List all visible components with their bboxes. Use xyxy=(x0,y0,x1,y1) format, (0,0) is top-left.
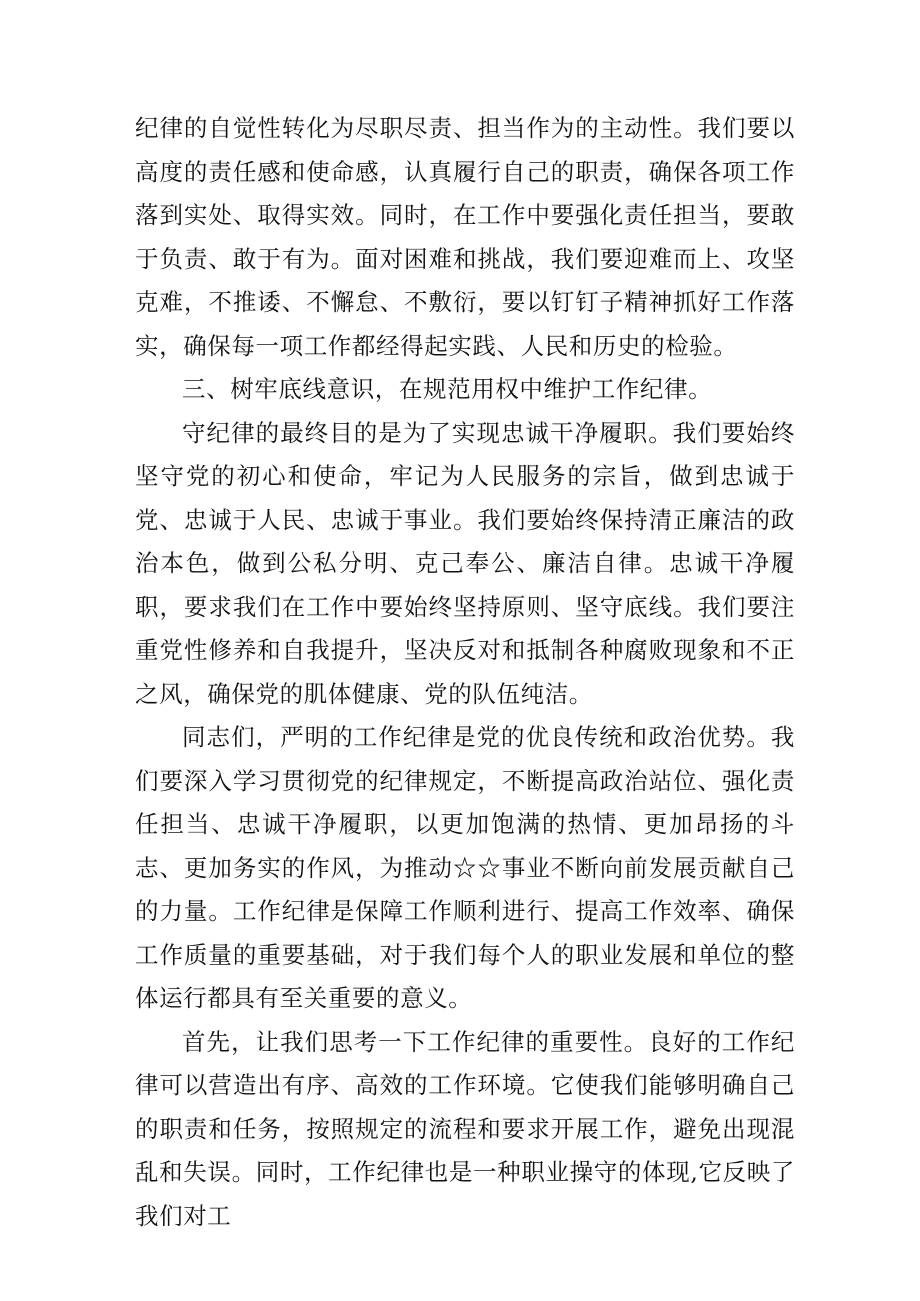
paragraph-first: 首先，让我们思考一下工作纪律的重要性。良好的工作纪律可以营造出有序、高效的工作环境。它使我们能够明确自己的职责和任务，按照规定的流程和要求开展工作，避免出现混乱和失误。同时，工作纪律也是一种职业操守的体现,它反映了我们对工 xyxy=(135,1027,795,1230)
section-heading-3: 三、树牢底线意识，在规范用权中维护工作纪律。 xyxy=(182,375,713,403)
paragraph-comrades: 同志们，严明的工作纪律是党的优良传统和政治优势。我们要深入学习贯彻党的纪律规定，不断提高政治站位、强化责任担当、忠诚干净履职，以更加饱满的热情、更加昂扬的斗志、更加务实的作风，为推动☆☆事业不断向前发展贡献自己的力量。工作纪律是保障工作顺利进行、提高工作效率、确保工作质量的重要基础，对于我们每个人的职业发展和单位的整体运行都具有至关重要的意义。 xyxy=(135,723,795,1012)
paragraph-continued: 纪律的自觉性转化为尽职尽责、担当作为的主动性。我们要以高度的责任感和使命感，认真履行自己的职责，确保各项工作落到实处、取得实效。同时，在工作中要强化责任担当，要敢于负责、敢于有为。面对困难和挑战，我们要迎难而上、攻坚克难，不推诿、不懈怠、不敷衍，要以钉钉子精神抓好工作落实，确保每一项工作都经得起实践、人民和历史的检验。 xyxy=(135,114,795,360)
document-body xyxy=(135,107,795,1238)
paragraph-loyalty: 守纪律的最终目的是为了实现忠诚干净履职。我们要始终坚守党的初心和使命，牢记为人民服务的宗旨，做到忠诚于党、忠诚于人民、忠诚于事业。我们要始终保持清正廉洁的政治本色，做到公私分明、克己奉公、廉洁自律。忠诚干净履职，要求我们在工作中要始终坚持原则、坚守底线。我们要注重党性修养和自我提升，坚决反对和抵制各种腐败现象和不正之风，确保党的肌体健康、党的队伍纯洁。 xyxy=(135,418,795,708)
